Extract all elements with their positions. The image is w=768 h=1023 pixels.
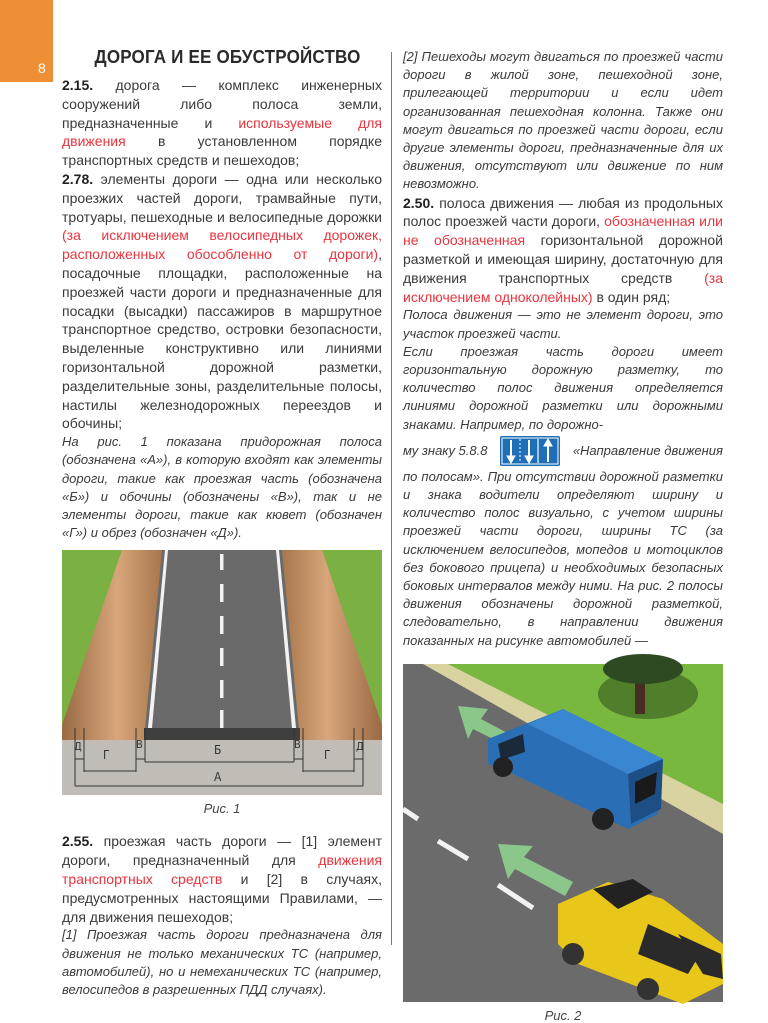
definition-text: полоса движения — любая из продольных полос проезжей части дороги,	[403, 194, 723, 230]
highlighted-text: движения транспортных средств	[62, 852, 382, 887]
figure-1-road-cross-section	[62, 550, 382, 795]
road-diagram-illustration	[62, 550, 382, 795]
sign-reference-line	[403, 434, 723, 468]
label-g-right: Г	[324, 748, 331, 763]
figure-2-caption: Рис. 2	[544, 1007, 582, 1023]
definition-text: элементы дороги — одна или несколько проезжих частей дороги, трамвайные пути, тротуары, пешеходные и велосипедные дорожки	[62, 170, 382, 225]
commentary-markup: Если проезжая часть дороги имеет горизонтальную дорожную разметку, то количество полос движения определяется линиями дорожной разметки или дорожными знаками. Например, по дорожно-	[403, 343, 723, 432]
page-number: 8	[38, 60, 46, 76]
lane-illustration	[403, 664, 723, 1002]
label-v-right: В	[294, 738, 301, 752]
label-d-left: Д	[74, 740, 82, 754]
clause-number: 2.15.	[62, 77, 94, 93]
definition-2-78	[62, 170, 382, 433]
page-title: ДОРОГА И ЕЕ ОБУСТРОЙСТВО	[94, 46, 361, 67]
definition-text: в один ряд;	[592, 288, 671, 305]
label-v-left: В	[136, 738, 143, 752]
figure-1-caption: Рис. 1	[203, 801, 241, 817]
commentary-note-2: [2] Пешеходы могут двигаться по проезжей части дороги в жилой зоне, пешеходной зоне, прилегающей территории и если идет организованная пешеходная колонна. Также они могут двигаться по проезжей части дороги, если другие элементы дороги, предназначенные для их движения, отсутствуют или движение по ним невозможно.	[403, 49, 723, 192]
highlighted-text: (за исключением велосипедных дорожек, расположенных обособленно от дороги)	[62, 227, 382, 263]
highlighted-text: (за исключением одноколейных)	[403, 269, 723, 305]
figure-2-cars-in-lanes	[403, 664, 723, 1002]
clause-number: 2.55.	[62, 833, 94, 850]
definition-text: дорога — комплекс инженерных сооружений либо полоса земли, предназначенные и	[62, 77, 382, 131]
right-column	[403, 48, 723, 1023]
highlighted-text: обозначенная или не обозначенная	[403, 213, 723, 249]
sign-reference-prefix: му знаку 5.8.8	[403, 443, 488, 459]
definition-text: проезжая часть дороги — [1] элемент дороги, предназначенный для	[62, 833, 382, 869]
highlighted-text: используемые для движения	[62, 114, 383, 150]
clause-number: 2.50.	[403, 194, 435, 211]
label-a: А	[214, 770, 222, 785]
clause-number: 2.78.	[62, 170, 94, 187]
sign-reference-name: «Направление движения	[572, 443, 723, 459]
definition-2-55	[62, 832, 382, 926]
definition-text: и [2] в случаях, предусмотренных настоящими Правилами, — для движения пешеходов;	[62, 870, 382, 925]
definition-2-50	[403, 194, 723, 307]
left-column	[62, 46, 382, 999]
definition-text: в установленном порядке транспортных средств и пешеходов;	[62, 133, 382, 169]
label-g-left: Г	[103, 748, 110, 763]
definition-text: горизонтальной дорожной разметкой и имеющая ширину, достаточную для движения транспортных средств	[403, 232, 723, 286]
label-d-right: Д	[356, 740, 364, 754]
road-sign-5-8-8-icon	[500, 436, 560, 466]
commentary-lane: Полоса движения — это не элемент дороги, это участок проезжей части.	[403, 307, 723, 341]
label-b: Б	[214, 743, 222, 758]
commentary-lanes-visual: по полосам». При отсутствии дорожной разметки и знака водители определяют ширину и количество полос визуально, с учетом ширины проезжей части дороги, ширины ТС (за исключением велосипедов, мопедов и мотоциклов без бокового прицепа) и необходимых безопасных боковых интервалов между ними. На рис. 2 полосы движения обозначены дорожной разметкой, следовательно, в направлении движения показанных на рисунке автомобилей —	[403, 468, 723, 648]
commentary-figure-1: На рис. 1 показана придорожная полоса (обозначена «А»), в которую входят как элементы дороги, такие как проезжая часть (обозначена «Б») и обочины (обозначены «В»), так и не элементы дороги, такие как кювет (обозначен «Г») и обрез (обозначен «Д»).	[62, 434, 382, 541]
commentary-note-1: [1] Проезжая часть дороги предназначена для движения не только механических ТС (например, автомобилей), но и немеханических ТС (например, велосипедов в разрешенных ПДД случаях).	[62, 927, 382, 997]
definition-text: , посадочные площадки, расположенные на проезжей части дороги и предназначенные для посадки (высадки) пассажиров в маршрутное транспортное средство, островки безопасности, выделенные конструктивно или линиями горизонтальной дорожной разметки, разделительные зоны, разделительные полосы, настилы железнодорожных переездов и обочины;	[62, 246, 382, 432]
definition-2-15	[62, 76, 382, 170]
column-divider	[391, 52, 392, 945]
